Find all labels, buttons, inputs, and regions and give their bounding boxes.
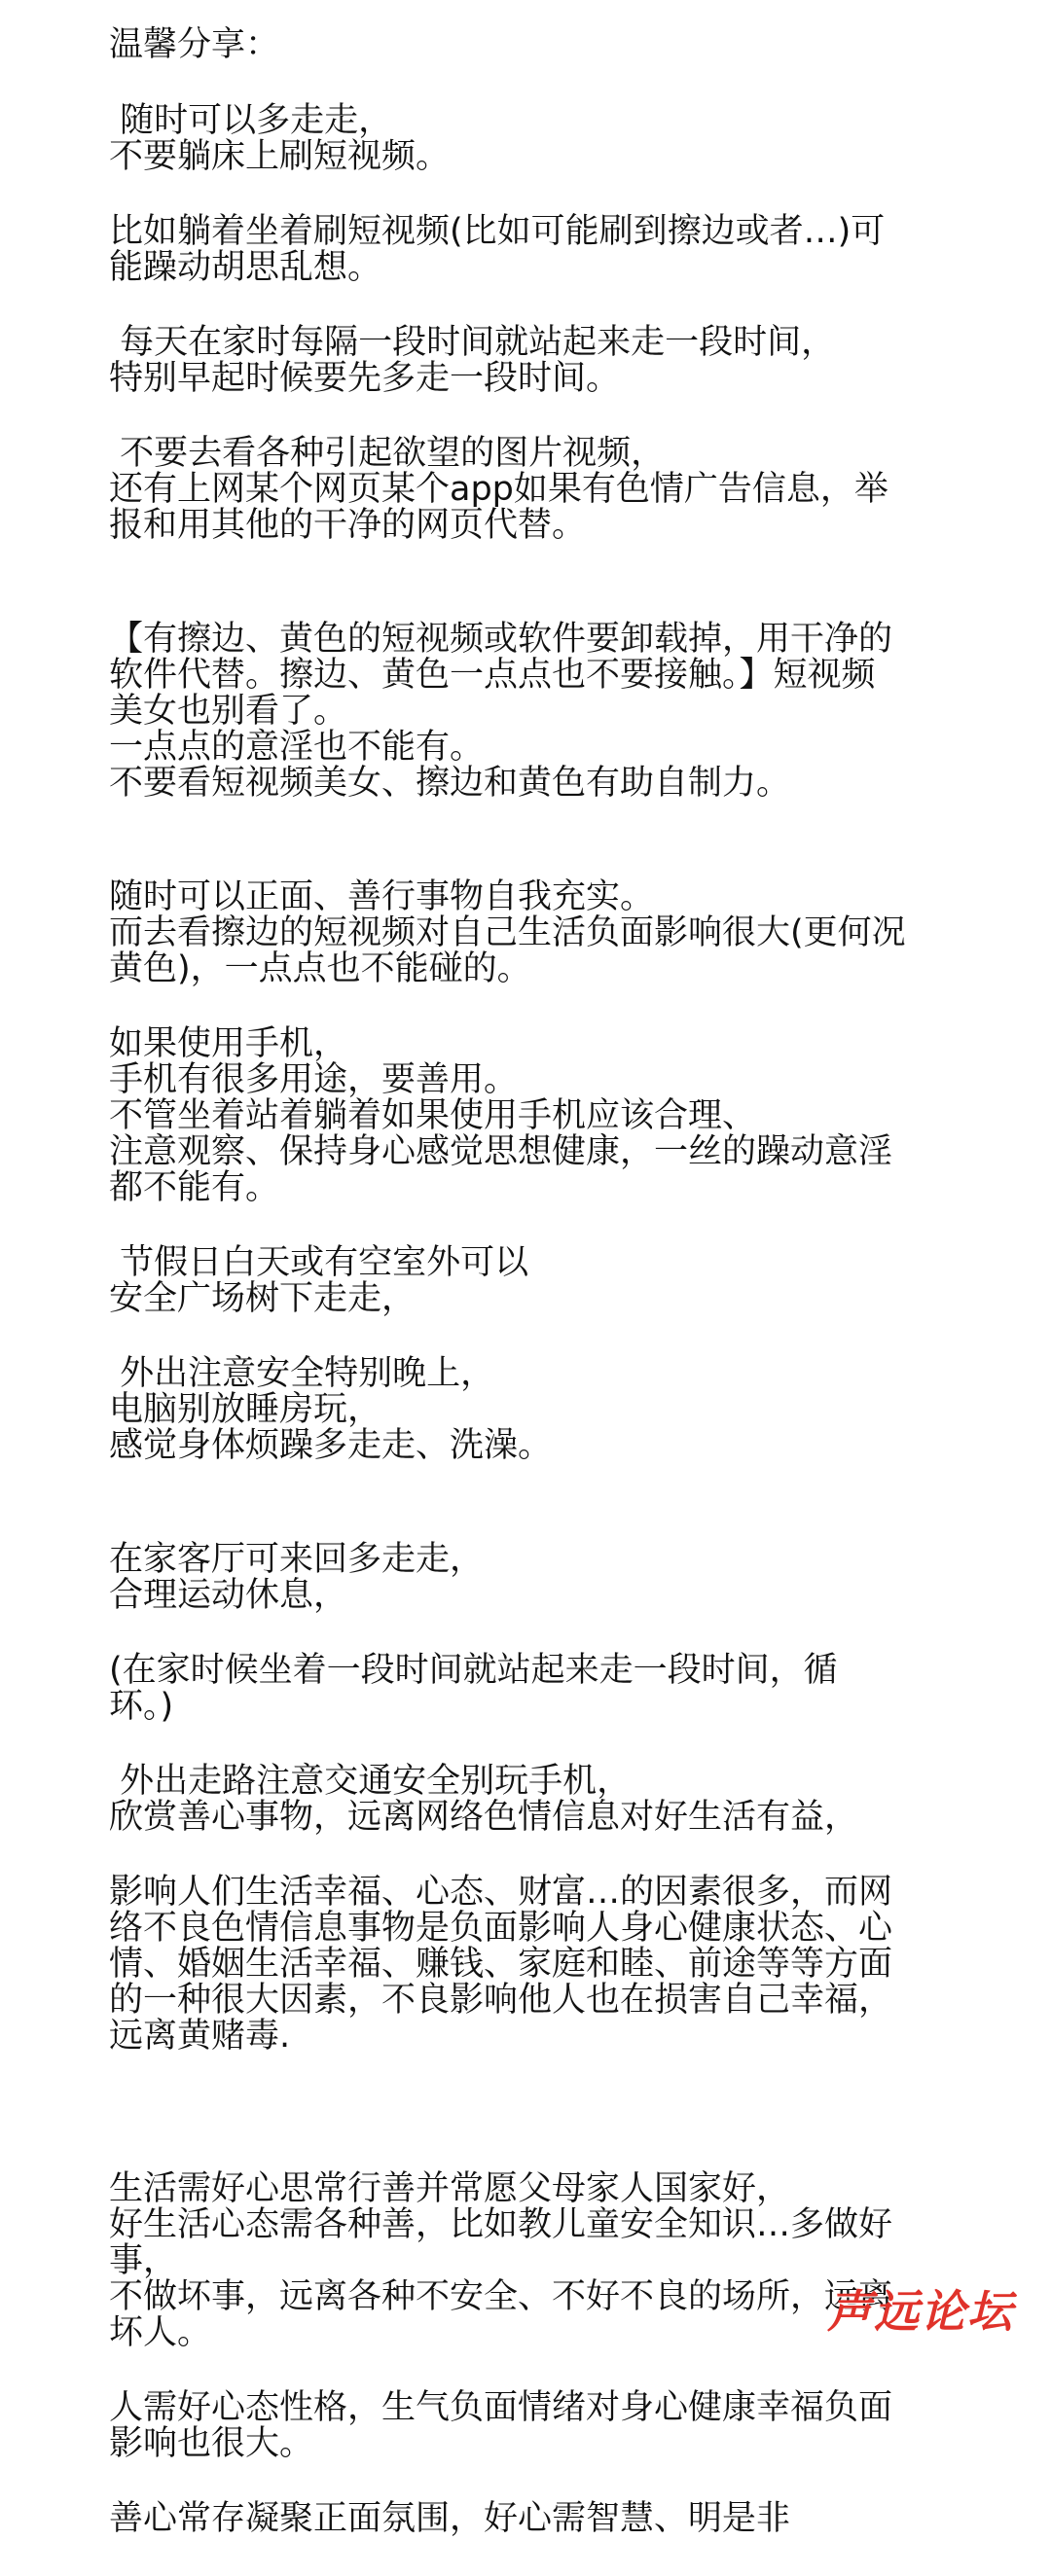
text-line: 而去看擦边的短视频对自己生活负面影响很大(更何况 xyxy=(109,913,906,952)
article-body xyxy=(109,25,936,2576)
text-line: 影响人们生活幸福、心态、财富…的因素很多，而网 xyxy=(109,1873,893,1912)
text-line: 的一种很大因素，不良影响他人也在损害自己幸福， xyxy=(109,1981,893,2020)
text-line: 外出注意安全特别晚上， xyxy=(109,1354,495,1393)
text-line: 环。) xyxy=(109,1687,174,1726)
paragraph xyxy=(109,436,936,544)
paragraph xyxy=(109,2171,936,2351)
paragraph xyxy=(109,1026,936,1206)
text-line: 不做坏事，远离各种不安全、不好不良的场所，远离 xyxy=(109,2277,893,2316)
text-line: 注意观察、保持身心感觉思想健康，一丝的躁动意淫 xyxy=(109,1132,893,1171)
text-line: 不要去看各种引起欲望的图片视频， xyxy=(109,434,666,473)
text-line: 合理运动休息， xyxy=(109,1576,348,1615)
text-line: 报和用其他的干净的网页代替。 xyxy=(109,506,587,545)
text-line: 生活需好心思常行善并常愿父母家人国家好， xyxy=(109,2169,791,2208)
paragraph xyxy=(109,1764,936,1836)
text-line: 坏人。 xyxy=(109,2313,212,2352)
text-line: 每天在家时每隔一段时间就站起来走一段时间， xyxy=(109,323,836,362)
forum-watermark-logo xyxy=(827,2276,1032,2339)
text-line: 如果使用手机， xyxy=(109,1024,348,1063)
text-line: 感觉身体烦躁多走走、洗澡。 xyxy=(109,1426,553,1465)
paragraph xyxy=(109,622,936,802)
text-line: 不要看短视频美女、擦边和黄色有助自制力。 xyxy=(109,764,791,803)
text-line: 人需好心态性格，生气负面情绪对身心健康幸福负面 xyxy=(109,2388,893,2427)
text-line: 不管坐着站着躺着如果使用手机应该合理、 xyxy=(109,1096,757,1135)
text-line: 【有擦边、黄色的短视频或软件要卸载掉，用干净的 xyxy=(109,620,893,659)
text-line: 善心常存凝聚正面氛围，好心需智慧、明是非 xyxy=(109,2499,791,2538)
text-line: 手机有很多用途，要善用。 xyxy=(109,1060,519,1099)
paragraph xyxy=(109,103,936,175)
paragraph xyxy=(109,2390,936,2462)
text-line: 一点点的意淫也不能有。 xyxy=(109,728,485,767)
text-line: 安全广场树下走走， xyxy=(109,1279,417,1318)
paragraph xyxy=(109,879,936,987)
paragraph xyxy=(109,1653,936,1725)
paragraph xyxy=(109,2501,936,2537)
paragraph xyxy=(109,1542,936,1614)
text-line: 电脑别放睡房玩， xyxy=(109,1390,382,1429)
text-line: 比如躺着坐着刷短视频(比如可能刷到擦边或者…)可 xyxy=(109,212,886,251)
paragraph xyxy=(109,1875,936,2055)
text-line: 黄色)，一点点也不能碰的。 xyxy=(109,949,531,988)
paragraph xyxy=(109,1356,936,1464)
text-line: 美女也别看了。 xyxy=(109,692,348,731)
text-line: 都不能有。 xyxy=(109,1168,280,1207)
watermark-text: 声远论坛 xyxy=(827,2285,1014,2338)
text-line: 能躁动胡思乱想。 xyxy=(109,248,382,287)
text-line: 还有上网某个网页某个app如果有色情广告信息，举 xyxy=(109,470,888,509)
text-line: 影响也很大。 xyxy=(109,2424,314,2463)
text-line: 欣赏善心事物，远离网络色情信息对好生活有益， xyxy=(109,1798,859,1837)
text-line: 特别早起时候要先多走一段时间。 xyxy=(109,359,621,398)
text-line: 远离黄赌毒. xyxy=(109,2017,291,2056)
text-line: 外出走路注意交通安全别玩手机， xyxy=(109,1762,632,1801)
paragraph xyxy=(109,214,936,286)
text-line: 情、婚姻生活幸福、赚钱、家庭和睦、前途等等方面 xyxy=(109,1945,893,1984)
text-line: 随时可以正面、善行事物自我充实。 xyxy=(109,877,655,916)
text-line: 络不良色情信息事物是负面影响人身心健康状态、心 xyxy=(109,1909,893,1948)
text-line: 不要躺床上刷短视频。 xyxy=(109,137,451,176)
text-line: 节假日白天或有空室外可以 xyxy=(109,1243,529,1282)
paragraph xyxy=(109,325,936,397)
text-line: 随时可以多走走， xyxy=(109,101,393,140)
article-title: 温馨分享： xyxy=(109,25,280,64)
text-line: 事， xyxy=(109,2241,178,2280)
paragraph-list xyxy=(109,103,936,2537)
paragraph xyxy=(109,1245,936,1317)
text-line: 好生活心态需各种善，比如教儿童安全知识…多做好 xyxy=(109,2205,893,2244)
text-line: 软件代替。擦边、黄色一点点也不要接触。】短视频 xyxy=(109,656,876,695)
text-line: 在家客厅可来回多走走， xyxy=(109,1540,485,1579)
text-line: (在家时候坐着一段时间就站起来走一段时间，循 xyxy=(109,1651,838,1690)
